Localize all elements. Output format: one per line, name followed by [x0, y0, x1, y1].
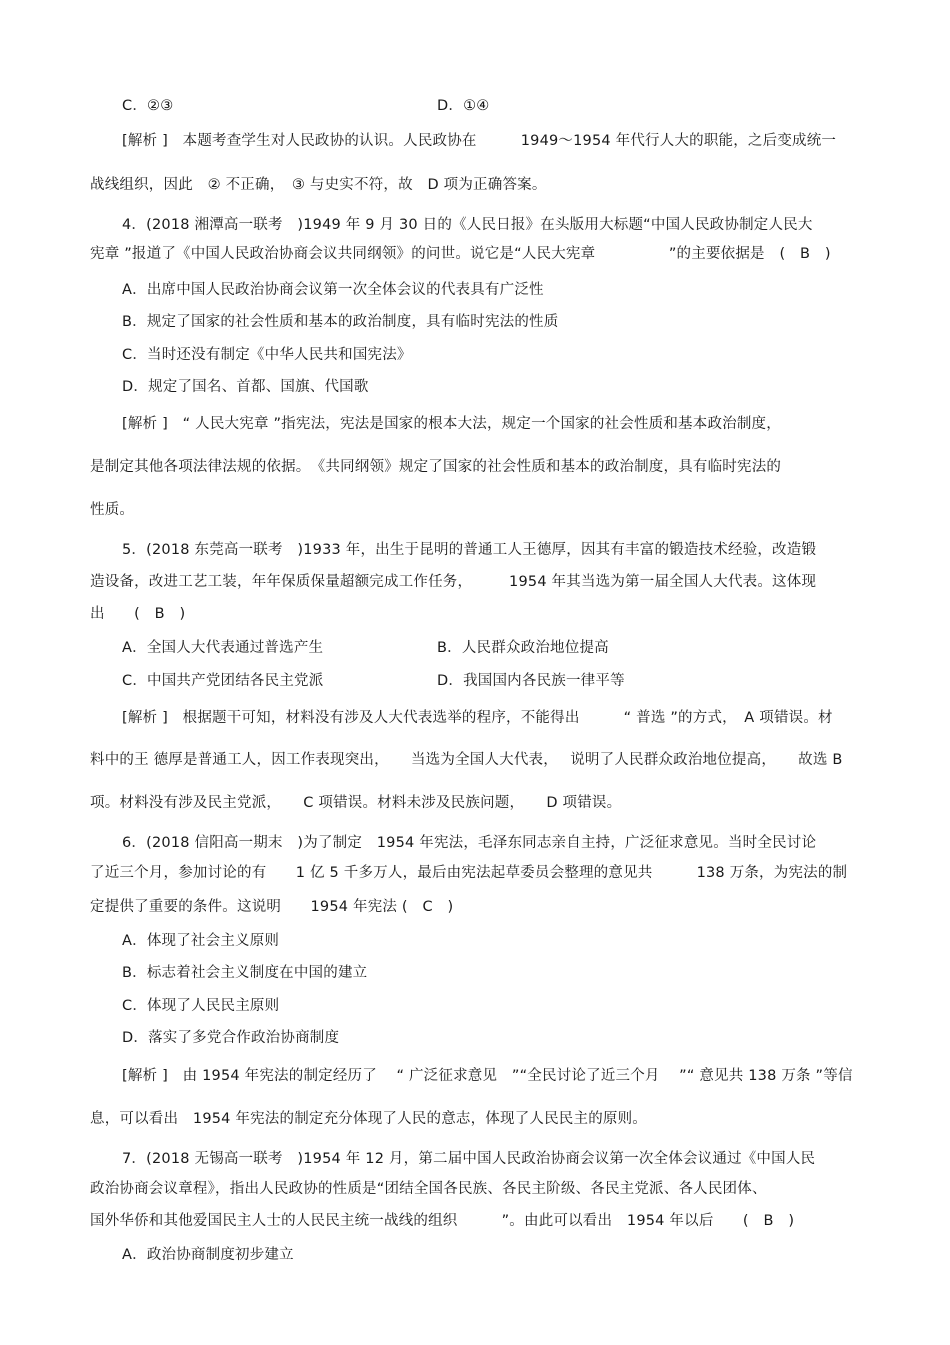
line-18: C．中国共产党团结各民主党派 [122, 673, 324, 689]
line-2: [解析 ] 本题考查学生对人民政协的认识。人民政协在 1949～1954 年代行人大的职能，之后变成统一 [122, 133, 837, 149]
line-3: 战线组织，因此 ② 不正确， ③ 与史实不符，故 D 项为正确答案。 [90, 177, 547, 193]
line-16: A．全国人大代表通过普选产生 [122, 640, 324, 656]
line-0: C．②③ [122, 98, 174, 114]
line-5: 宪章 ”报道了《中国人民政治协商会议共同纲领》的问世。说它是“人民大宪章 ”的主要依据是 ( B ) [90, 246, 831, 262]
line-24: 了近三个月，参加讨论的有 1 亿 5 千多万人，最后由宪法起草委员会整理的意见共 138 万条，为宪法的制 [90, 865, 848, 881]
line-7: B．规定了国家的社会性质和基本的政治制度，具有临时宪法的性质 [122, 314, 559, 330]
line-34: 国外华侨和其他爱国民主人士的人民民主统一战线的组织 ”。由此可以看出 1954 年以后 ( B ) [90, 1213, 795, 1229]
line-31: 息，可以看出 1954 年宪法的制定充分体现了人民的意志，体现了人民民主的原则。 [90, 1111, 648, 1127]
line-17: B．人民群众政治地位提高 [437, 640, 609, 656]
line-25: 定提供了重要的条件。这说明 1954 年宪法 ( C ) [90, 899, 454, 915]
line-19: D．我国国内各民族一律平等 [437, 673, 625, 689]
line-9: D．规定了国名、首都、国旗、代国歌 [122, 379, 369, 395]
line-21: 料中的王 德厚是普通工人，因工作表现突出， 当选为全国人大代表， 说明了人民群众政治地位提高， 故选 B [90, 752, 843, 768]
line-10: [解析 ] “ 人民大宪章 ”指宪法，宪法是国家的根本大法，规定一个国家的社会性质和基本政治制度， [122, 416, 781, 432]
line-26: A．体现了社会主义原则 [122, 933, 280, 949]
line-33: 政治协商会议章程》，指出人民政协的性质是“团结全国各民族、各民主阶级、各民主党派、各人民团体、 [90, 1181, 767, 1197]
line-14: 造设备，改进工艺工装，年年保质保量超额完成工作任务， 1954 年其当选为第一届全国人大代表。这体现 [90, 574, 817, 590]
line-13: 5．(2018 东莞高一联考 )1933 年，出生于昆明的普通工人王德厚，因其有丰富的锻造技术经验，改造锻 [122, 542, 817, 558]
line-8: C．当时还没有制定《中华人民共和国宪法》 [122, 347, 412, 363]
line-1: D．①④ [437, 98, 490, 114]
line-28: C．体现了人民民主原则 [122, 998, 280, 1014]
line-30: [解析 ] 由 1954 年宪法的制定经历了 “ 广泛征求意见 ”“全民讨论了近三个月 ”“ 意见共 138 万条 ”等信 [122, 1068, 853, 1084]
line-29: D．落实了多党合作政治协商制度 [122, 1030, 340, 1046]
line-32: 7．(2018 无锡高一联考 )1954 年 12 月，第二届中国人民政治协商会议第一次全体会议通过《中国人民 [122, 1151, 816, 1167]
line-11: 是制定其他各项法律法规的依据。 《共同纲领》规定了国家的社会性质和基本的政治制度，具有临时宪法的 [90, 459, 782, 475]
line-20: [解析 ] 根据题干可知，材料没有涉及人大代表选举的程序，不能得出 “ 普选 ”的方式， A 项错误。材 [122, 710, 833, 726]
line-15: 出 ( B ) [90, 606, 186, 622]
line-23: 6．(2018 信阳高一期末 )为了制定 1954 年宪法，毛泽东同志亲自主持，广泛征求意见。当时全民讨论 [122, 835, 817, 851]
line-27: B．标志着社会主义制度在中国的建立 [122, 965, 368, 981]
line-6: A．出席中国人民政治协商会议第一次全体会议的代表具有广泛性 [122, 282, 544, 298]
line-22: 项。材料没有涉及民主党派， C 项错误。材料未涉及民族问题， D 项错误。 [90, 795, 622, 811]
line-35: A．政治协商制度初步建立 [122, 1247, 294, 1263]
line-4: 4．(2018 湘潭高一联考 )1949 年 9 月 30 日的《人民日报》在头版用大标题“中国人民政协制定人民大 [122, 217, 813, 233]
line-12: 性质。 [90, 502, 135, 518]
